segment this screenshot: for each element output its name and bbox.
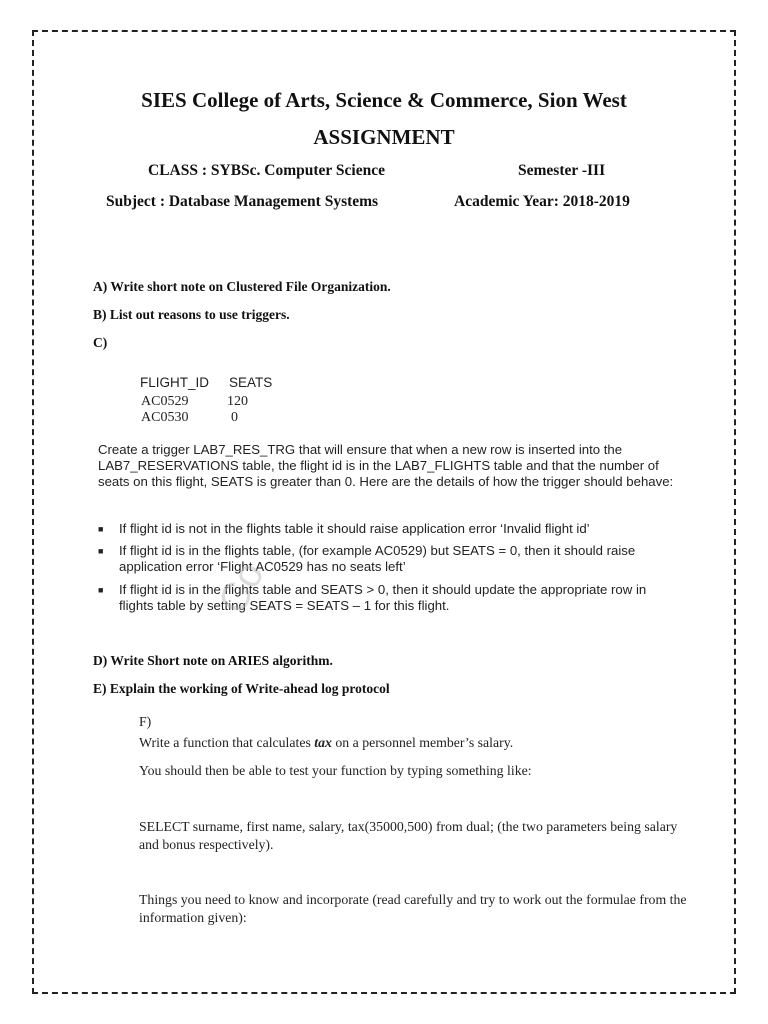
class-label: CLASS : SYBSc. Computer Science bbox=[148, 162, 385, 179]
bullet-icon: ■ bbox=[98, 546, 104, 556]
subject-label: Subject : Database Management Systems bbox=[106, 193, 379, 210]
document-title: ASSIGNMENT bbox=[313, 125, 455, 149]
question-a: A) Write short note on Clustered File Organization. bbox=[93, 279, 391, 294]
bullet-item bbox=[98, 521, 678, 541]
academic-year-label: Academic Year: 2018-2019 bbox=[454, 193, 630, 210]
f-line1-text: Write a function that calculates bbox=[139, 735, 315, 750]
bullet-text: If flight id is not in the flights table it should raise application error ‘Invalid flight id’ bbox=[119, 521, 590, 536]
question-f-label: F) bbox=[139, 714, 152, 729]
bullet-item bbox=[98, 582, 678, 616]
bullet-item bbox=[98, 543, 678, 577]
trigger-description: Create a trigger LAB7_RES_TRG that will ensure that when a new row is inserted into the LAB7_RESERVATIONS table, the flight id is in the LAB7_FLIGHTS table and that the number of seats on this flight, SEATS is greater than 0. Here are the details of how the trigger should behave: bbox=[98, 442, 674, 489]
question-b: B) List out reasons to use triggers. bbox=[93, 307, 290, 322]
watermark: Co bbox=[210, 554, 273, 621]
table-header-flight-id: FLIGHT_ID bbox=[140, 375, 210, 390]
bullet-icon: ■ bbox=[98, 585, 104, 595]
table-cell: 0 bbox=[231, 410, 238, 425]
question-e: E) Explain the working of Write-ahead log protocol bbox=[93, 681, 390, 696]
table-cell: 120 bbox=[227, 394, 248, 409]
question-f-line1 bbox=[139, 734, 699, 752]
semester-label: Semester -III bbox=[518, 162, 606, 179]
f-line1-emphasis: tax bbox=[314, 735, 332, 750]
question-c: C) bbox=[93, 335, 108, 350]
college-name: SIES College of Arts, Science & Commerce, Sion West bbox=[141, 88, 627, 112]
question-f-line3: SELECT surname, first name, salary, tax(35000,500) from dual; (the two parameters being salary and bonus respectively). bbox=[139, 819, 678, 852]
table-cell: AC0529 bbox=[141, 394, 189, 409]
bullet-text: If flight id is in the flights table and SEATS > 0, then it should update the appropriate row in flights table by setting SEATS = SEATS – 1 for this flight. bbox=[119, 582, 647, 613]
table-cell: AC0530 bbox=[141, 410, 189, 425]
question-f-line4: Things you need to know and incorporate (read carefully and try to work out the formulae from the information given): bbox=[139, 892, 687, 925]
bullet-icon: ■ bbox=[98, 524, 104, 534]
table-header-seats: SEATS bbox=[229, 375, 273, 390]
bullet-text: If flight id is in the flights table, (for example AC0529) but SEATS = 0, then it should raise application error ‘Flight AC0529 has no seats left’ bbox=[119, 543, 636, 574]
question-d: D) Write Short note on ARIES algorithm. bbox=[93, 653, 333, 668]
f-line1-text-end: on a personnel member’s salary. bbox=[331, 735, 514, 750]
question-f-line2: You should then be able to test your function by typing something like: bbox=[139, 763, 532, 778]
